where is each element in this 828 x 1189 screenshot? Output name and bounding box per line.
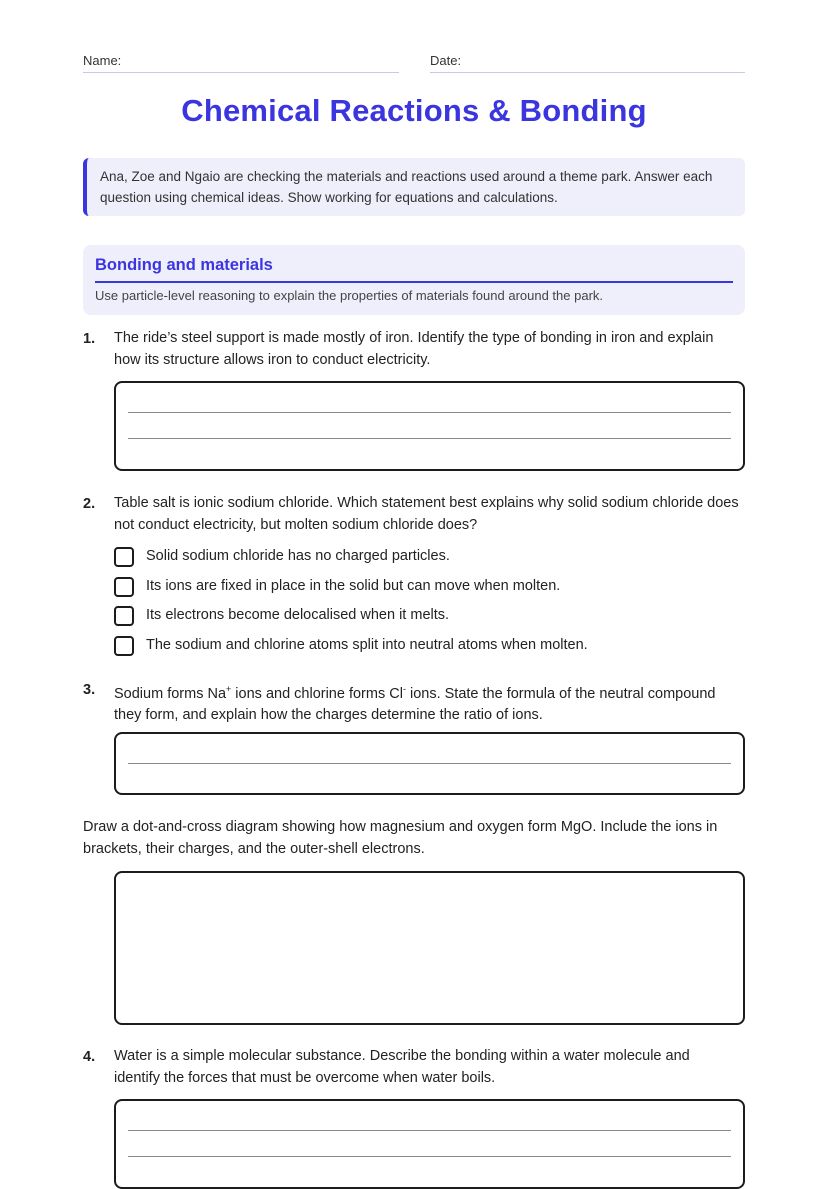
date-field[interactable] bbox=[430, 72, 745, 73]
option-b-checkbox[interactable] bbox=[114, 577, 134, 597]
question-1-number: 1. bbox=[83, 331, 96, 347]
question-4-number: 4. bbox=[83, 1049, 96, 1065]
option-d-checkbox[interactable] bbox=[114, 636, 134, 656]
intro-text: Ana, Zoe and Ngaio are checking the materials and reactions used around a theme park. Answer each question using chemical ideas. Show working for equations and calculations. bbox=[100, 169, 713, 205]
question-3-answer-box[interactable] bbox=[114, 732, 745, 795]
section-title: Bonding and materials bbox=[95, 256, 273, 274]
intro-callout bbox=[83, 158, 745, 216]
question-3-text-b: ions and chlorine forms Cl bbox=[231, 685, 403, 702]
name-label: Name: bbox=[83, 53, 122, 68]
question-1-answer-box[interactable] bbox=[114, 381, 745, 471]
question-1-text: The ride’s steel support is made mostly of iron. Identify the type of bonding in iron and explain how its structure allows iron to conduct electricity. bbox=[114, 330, 714, 368]
question-3-number: 3. bbox=[83, 682, 96, 698]
answer-line bbox=[128, 412, 731, 413]
option-d-label: The sodium and chlorine atoms split into neutral atoms when molten. bbox=[146, 637, 588, 653]
section-subtitle: Use particle-level reasoning to explain the properties of materials found around the park. bbox=[95, 288, 604, 303]
answer-line bbox=[128, 1156, 731, 1157]
answer-line bbox=[128, 1130, 731, 1131]
option-c-checkbox[interactable] bbox=[114, 606, 134, 626]
question-3-text bbox=[114, 679, 739, 727]
sodium-charge-superscript: + bbox=[226, 684, 232, 694]
option-a-label: Solid sodium chloride has no charged particles. bbox=[146, 548, 450, 564]
question-4-text: Water is a simple molecular substance. Describe the bonding within a water molecule and identify the forces that must be overcome when water boils. bbox=[114, 1048, 690, 1086]
question-3-text-a: Sodium forms Na bbox=[114, 685, 227, 702]
question-3-text-c: ions. State the formula of the neutral compound they form, and explain how the charges determine the ratio of ions. bbox=[114, 685, 716, 724]
drawing-prompt-text: Draw a dot-and-cross diagram showing how magnesium and oxygen form MgO. Include the ions in brackets, their charges, and the outer-shell electrons. bbox=[83, 819, 718, 857]
section-divider bbox=[95, 281, 733, 283]
answer-line bbox=[128, 438, 731, 439]
answer-line bbox=[128, 763, 731, 764]
question-2-number: 2. bbox=[83, 496, 96, 512]
option-a-checkbox[interactable] bbox=[114, 547, 134, 567]
dot-and-cross-drawing-box[interactable] bbox=[114, 871, 745, 1025]
option-c-label: Its electrons become delocalised when it melts. bbox=[146, 607, 450, 623]
option-b-label: Its ions are fixed in place in the solid but can move when molten. bbox=[146, 578, 561, 594]
name-field[interactable] bbox=[83, 72, 399, 73]
chloride-charge-superscript: - bbox=[402, 684, 406, 694]
section-header bbox=[83, 245, 745, 315]
question-2-text: Table salt is ionic sodium chloride. Which statement best explains why solid sodium chloride does not conduct electricity, but molten sodium chloride does? bbox=[114, 495, 739, 533]
date-label: Date: bbox=[430, 53, 462, 68]
question-4-answer-box[interactable] bbox=[114, 1099, 745, 1189]
page-title: Chemical Reactions & Bonding bbox=[181, 93, 647, 128]
